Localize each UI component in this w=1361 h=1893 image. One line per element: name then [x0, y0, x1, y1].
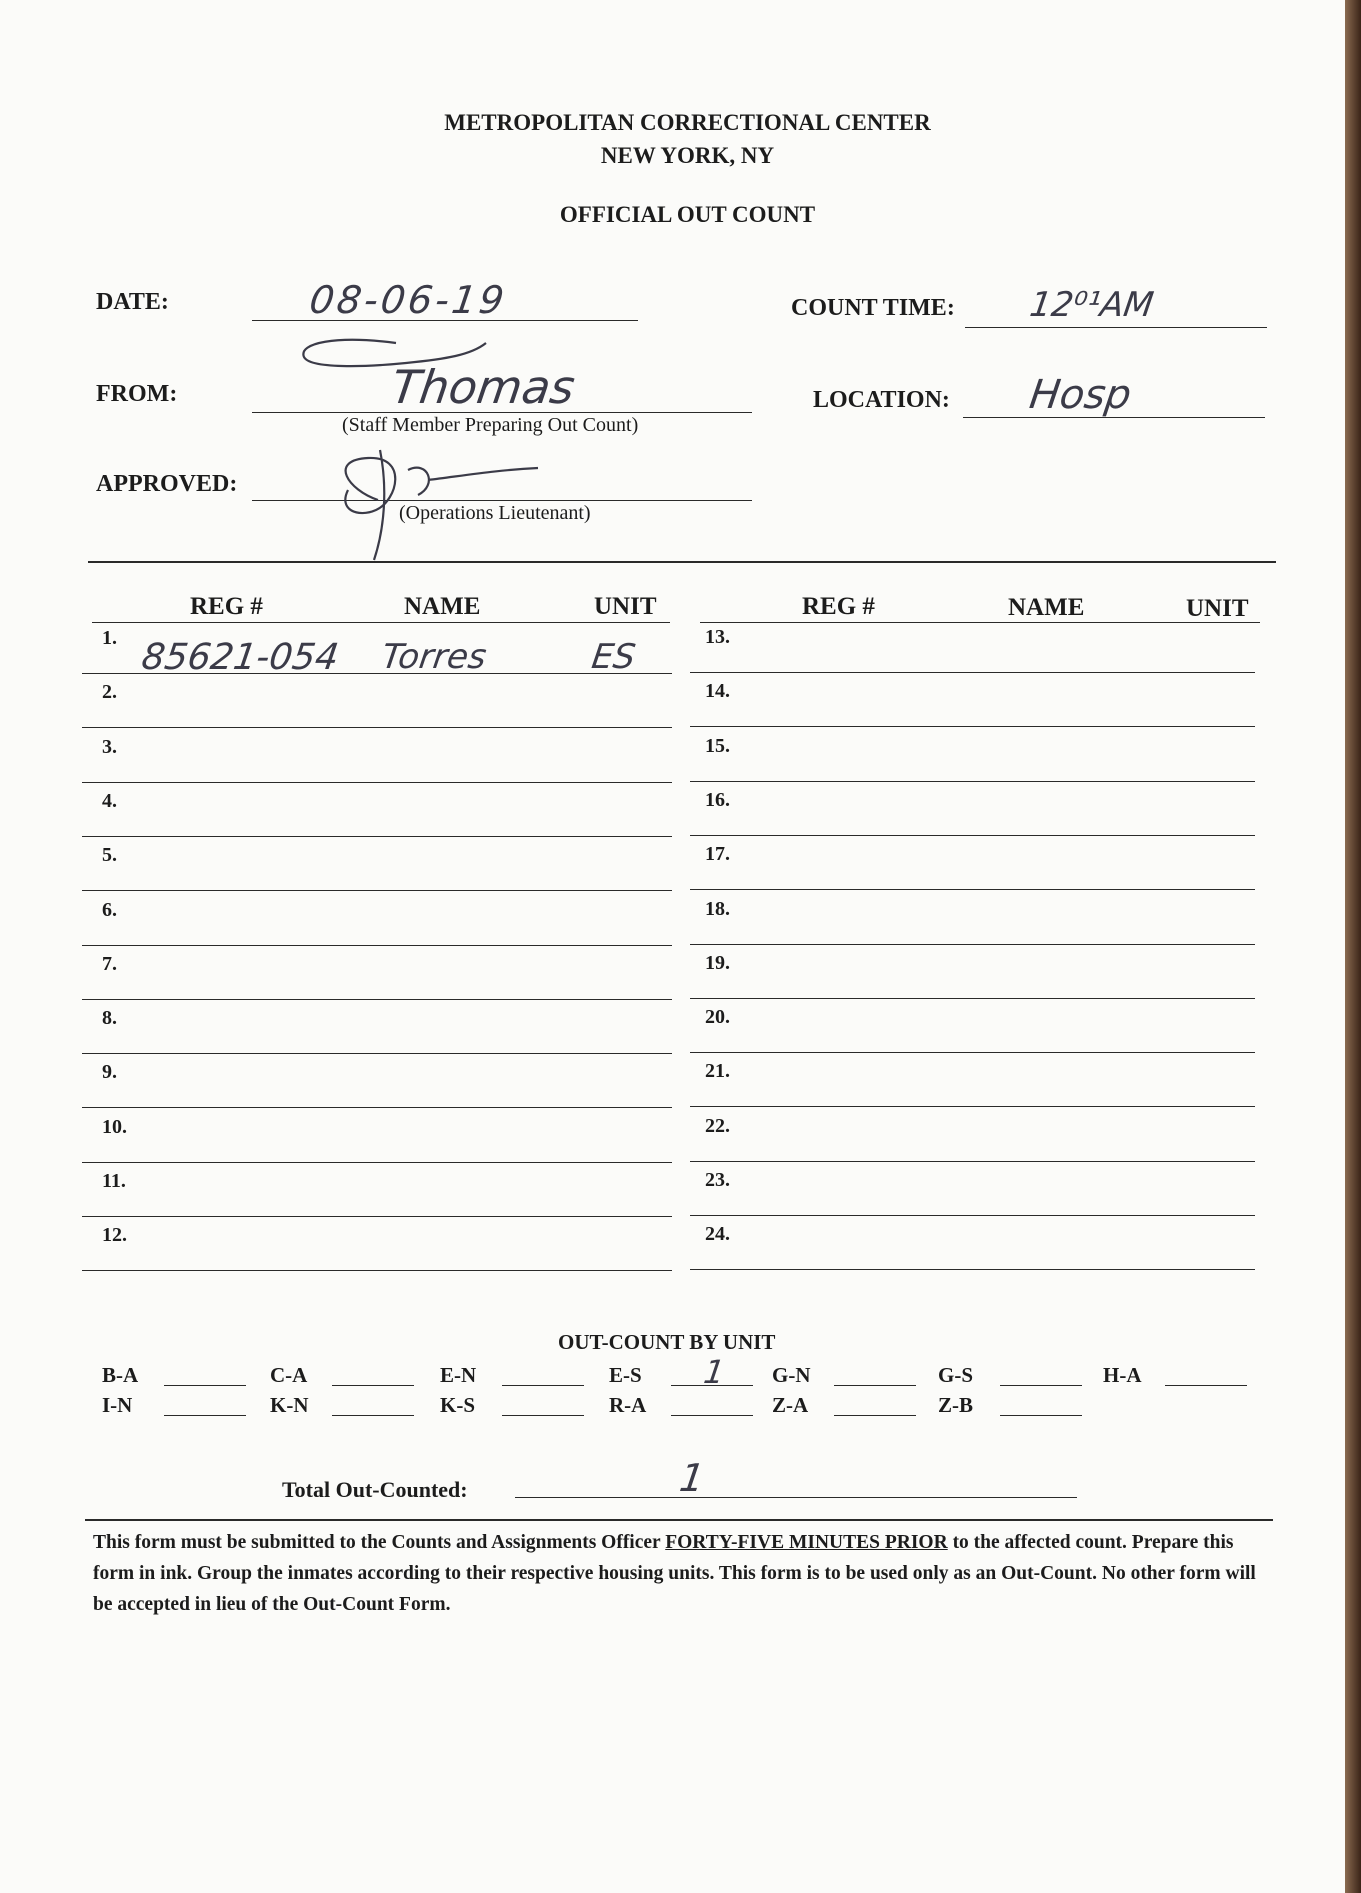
row-line [82, 1053, 672, 1054]
footer-instructions [93, 1527, 1273, 1620]
right-header-rule [700, 622, 1260, 623]
row-number: 15. [705, 734, 730, 757]
footer-text-before: This form must be submitted to the Counts and Assignments Officer [93, 1532, 666, 1553]
row-number: 12. [102, 1224, 127, 1247]
institution-title: METROPOLITAN CORRECTIONAL CENTER [444, 110, 931, 135]
row-number: 17. [705, 843, 730, 866]
total-line [515, 1497, 1077, 1498]
left-col-reg: REG # [190, 593, 263, 620]
unit-label-i-n: I-N [102, 1393, 133, 1417]
unit-label-k-n: K-N [270, 1393, 309, 1417]
out-count-title: OUT-COUNT BY UNIT [558, 1330, 776, 1354]
unit-label-k-s: K-S [440, 1393, 476, 1417]
left-header-rule [92, 622, 670, 623]
row-line [690, 944, 1255, 945]
row-line [82, 890, 672, 891]
unit-line-g-s [1000, 1385, 1082, 1386]
row-line [690, 781, 1255, 782]
unit-line-r-a [671, 1415, 753, 1416]
row-line [82, 945, 672, 946]
row-number: 24. [705, 1223, 730, 1246]
row-unit: ES [589, 637, 638, 677]
row-number: 3. [102, 735, 117, 758]
row-line [690, 1052, 1255, 1053]
unit-label-z-b: Z-B [938, 1393, 974, 1417]
from-signature-flourish [296, 333, 496, 403]
row-line [82, 782, 672, 783]
count-time-label: COUNT TIME: [791, 295, 955, 321]
row-number: 11. [102, 1170, 126, 1192]
unit-label-h-a: H-A [1103, 1363, 1142, 1387]
row-line [690, 1269, 1255, 1270]
row-number: 7. [102, 952, 117, 975]
unit-line-g-n [834, 1385, 916, 1386]
row-number: 10. [102, 1115, 127, 1138]
from-label: FROM: [96, 381, 178, 407]
count-time-value: 12⁰¹AM [1027, 285, 1156, 325]
footer-divider [85, 1519, 1273, 1521]
row-line [82, 836, 672, 837]
row-number: 23. [705, 1169, 730, 1191]
background-edge [1345, 0, 1361, 1893]
row-line [690, 835, 1255, 836]
approved-label: APPROVED: [96, 471, 238, 497]
unit-value-e-s: 1 [701, 1353, 728, 1391]
row-line [690, 889, 1255, 890]
row-number: 18. [705, 897, 730, 920]
unit-line-i-n [164, 1415, 246, 1416]
row-line [82, 1270, 672, 1271]
unit-label-r-a: R-A [609, 1393, 647, 1417]
row-number: 22. [705, 1114, 730, 1137]
unit-line-b-a [164, 1385, 246, 1386]
row-name: Torres [379, 637, 489, 677]
location-value: Hosp [1026, 372, 1135, 418]
row-reg-number: 85621-054 [139, 637, 342, 678]
form-title: OFFICIAL OUT COUNT [559, 202, 816, 227]
unit-label-g-s: G-S [938, 1363, 974, 1387]
row-number: 16. [705, 788, 730, 811]
row-line [690, 1161, 1255, 1162]
row-number: 2. [102, 681, 117, 704]
row-line [690, 1215, 1255, 1216]
total-label: Total Out-Counted: [282, 1477, 468, 1502]
row-number: 1. [102, 627, 117, 649]
footer-text-after: to the affected count. Prepare this form in ink. Group the inmates according to their respective housing units. This form is to be used only as an Out-Count. No other form will be accepted in lieu of the Out-Count Form. [93, 1532, 1256, 1615]
right-col-name: NAME [1008, 594, 1085, 621]
approved-caption: (Operations Lieutenant) [399, 502, 591, 524]
footer-emphasis: FORTY-FIVE MINUTES PRIOR [665, 1532, 948, 1553]
date-value: 08-06-19 [306, 278, 510, 322]
left-col-name: NAME [404, 593, 481, 620]
row-number: 21. [705, 1060, 730, 1083]
date-label: DATE: [96, 289, 169, 315]
header-divider [88, 561, 1276, 563]
row-line [82, 1162, 672, 1163]
right-col-unit: UNIT [1186, 595, 1249, 622]
unit-line-h-a [1165, 1385, 1247, 1386]
row-line [82, 1107, 672, 1108]
total-value: 1 [676, 1456, 708, 1500]
unit-line-e-n [502, 1385, 584, 1386]
unit-label-c-a: C-A [270, 1363, 308, 1387]
left-col-unit: UNIT [594, 593, 657, 620]
unit-line-k-s [502, 1415, 584, 1416]
unit-label-z-a: Z-A [772, 1393, 809, 1417]
row-line [690, 672, 1255, 673]
unit-line-c-a [332, 1385, 414, 1386]
right-col-reg: REG # [802, 593, 875, 620]
row-line [82, 999, 672, 1000]
row-number: 9. [102, 1061, 117, 1084]
unit-label-e-s: E-S [609, 1363, 642, 1387]
unit-line-z-b [1000, 1415, 1082, 1416]
row-line [82, 1216, 672, 1217]
unit-label-e-n: E-N [440, 1363, 477, 1387]
row-number: 20. [705, 1006, 730, 1029]
unit-label-g-n: G-N [772, 1363, 811, 1387]
row-number: 14. [705, 680, 730, 703]
row-line [690, 726, 1255, 727]
unit-line-k-n [332, 1415, 414, 1416]
row-number: 8. [102, 1007, 117, 1030]
unit-line-z-a [834, 1415, 916, 1416]
unit-label-b-a: B-A [102, 1363, 139, 1387]
row-number: 4. [102, 789, 117, 812]
institution-city: NEW YORK, NY [600, 143, 775, 168]
count-time-line [965, 327, 1267, 328]
location-label: LOCATION: [813, 387, 950, 413]
approved-signature [318, 430, 558, 570]
row-line [690, 998, 1255, 999]
from-caption: (Staff Member Preparing Out Count) [342, 414, 639, 436]
row-number: 13. [705, 626, 730, 648]
row-line [690, 1106, 1255, 1107]
row-number: 6. [102, 898, 117, 921]
row-number: 19. [705, 951, 730, 974]
row-number: 5. [102, 844, 117, 867]
from-signature: Thomas [388, 360, 579, 414]
row-line [82, 727, 672, 728]
